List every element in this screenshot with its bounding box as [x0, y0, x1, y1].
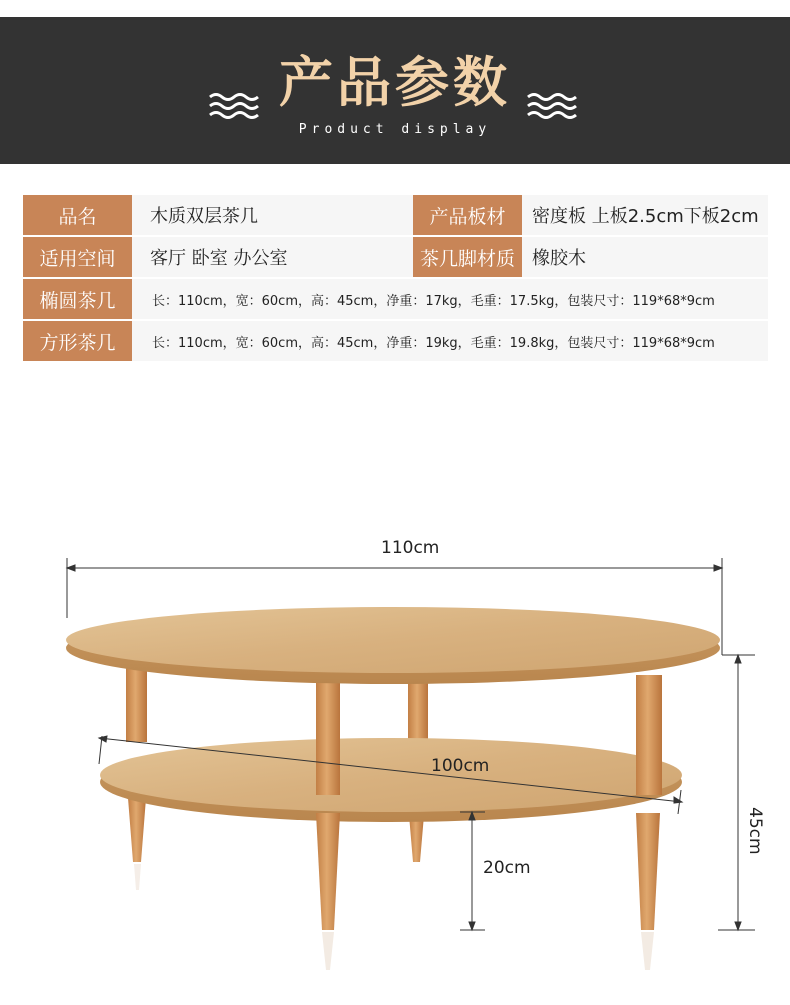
spec-value: 橡胶木 [522, 237, 768, 277]
table-leg [409, 815, 424, 862]
spec-value: 长：110cm，宽：60cm，高：45cm，净重：19kg，毛重：19.8kg，包装尺寸：119*68*9cm [132, 321, 768, 361]
spec-value: 长：110cm，宽：60cm，高：45cm，净重：17kg，毛重：17.5kg，包装尺寸：119*68*9cm [132, 279, 768, 319]
table-leg [128, 798, 146, 862]
page-title: 产品参数 [279, 51, 511, 114]
wave-decoration-icon [526, 91, 578, 121]
table-leg [636, 675, 662, 795]
header-banner [0, 17, 790, 164]
table-leg [636, 813, 660, 930]
product-dimension-diagram [0, 520, 790, 1001]
spec-row [23, 195, 768, 235]
spec-row [23, 321, 768, 361]
table-illustration [0, 520, 790, 1001]
spec-value: 密度板 上板2.5cm下板2cm [522, 195, 768, 235]
spec-label: 方形茶几 [23, 321, 132, 361]
page-subtitle: Product display [298, 122, 492, 137]
table-top [66, 607, 720, 673]
spec-label: 适用空间 [23, 237, 132, 277]
spec-label: 茶几脚材质 [413, 237, 522, 277]
length-dimension-label: 110cm [381, 538, 440, 558]
shelf-height-dimension-label: 20cm [483, 858, 531, 878]
spec-label: 品名 [23, 195, 132, 235]
spec-row [23, 237, 768, 277]
table-leg [408, 675, 428, 742]
spec-row [23, 279, 768, 319]
spec-table [23, 195, 768, 363]
lower-shelf [100, 738, 682, 812]
shelf-length-dimension-label: 100cm [431, 756, 490, 776]
spec-label: 产品板材 [413, 195, 522, 235]
spec-value: 木质双层茶几 [132, 195, 413, 235]
table-leg [316, 813, 340, 930]
spec-label: 椭圆茶几 [23, 279, 132, 319]
spec-value: 客厅 卧室 办公室 [132, 237, 413, 277]
total-height-dimension-label: 45cm [745, 807, 765, 855]
table-leg [316, 670, 340, 795]
